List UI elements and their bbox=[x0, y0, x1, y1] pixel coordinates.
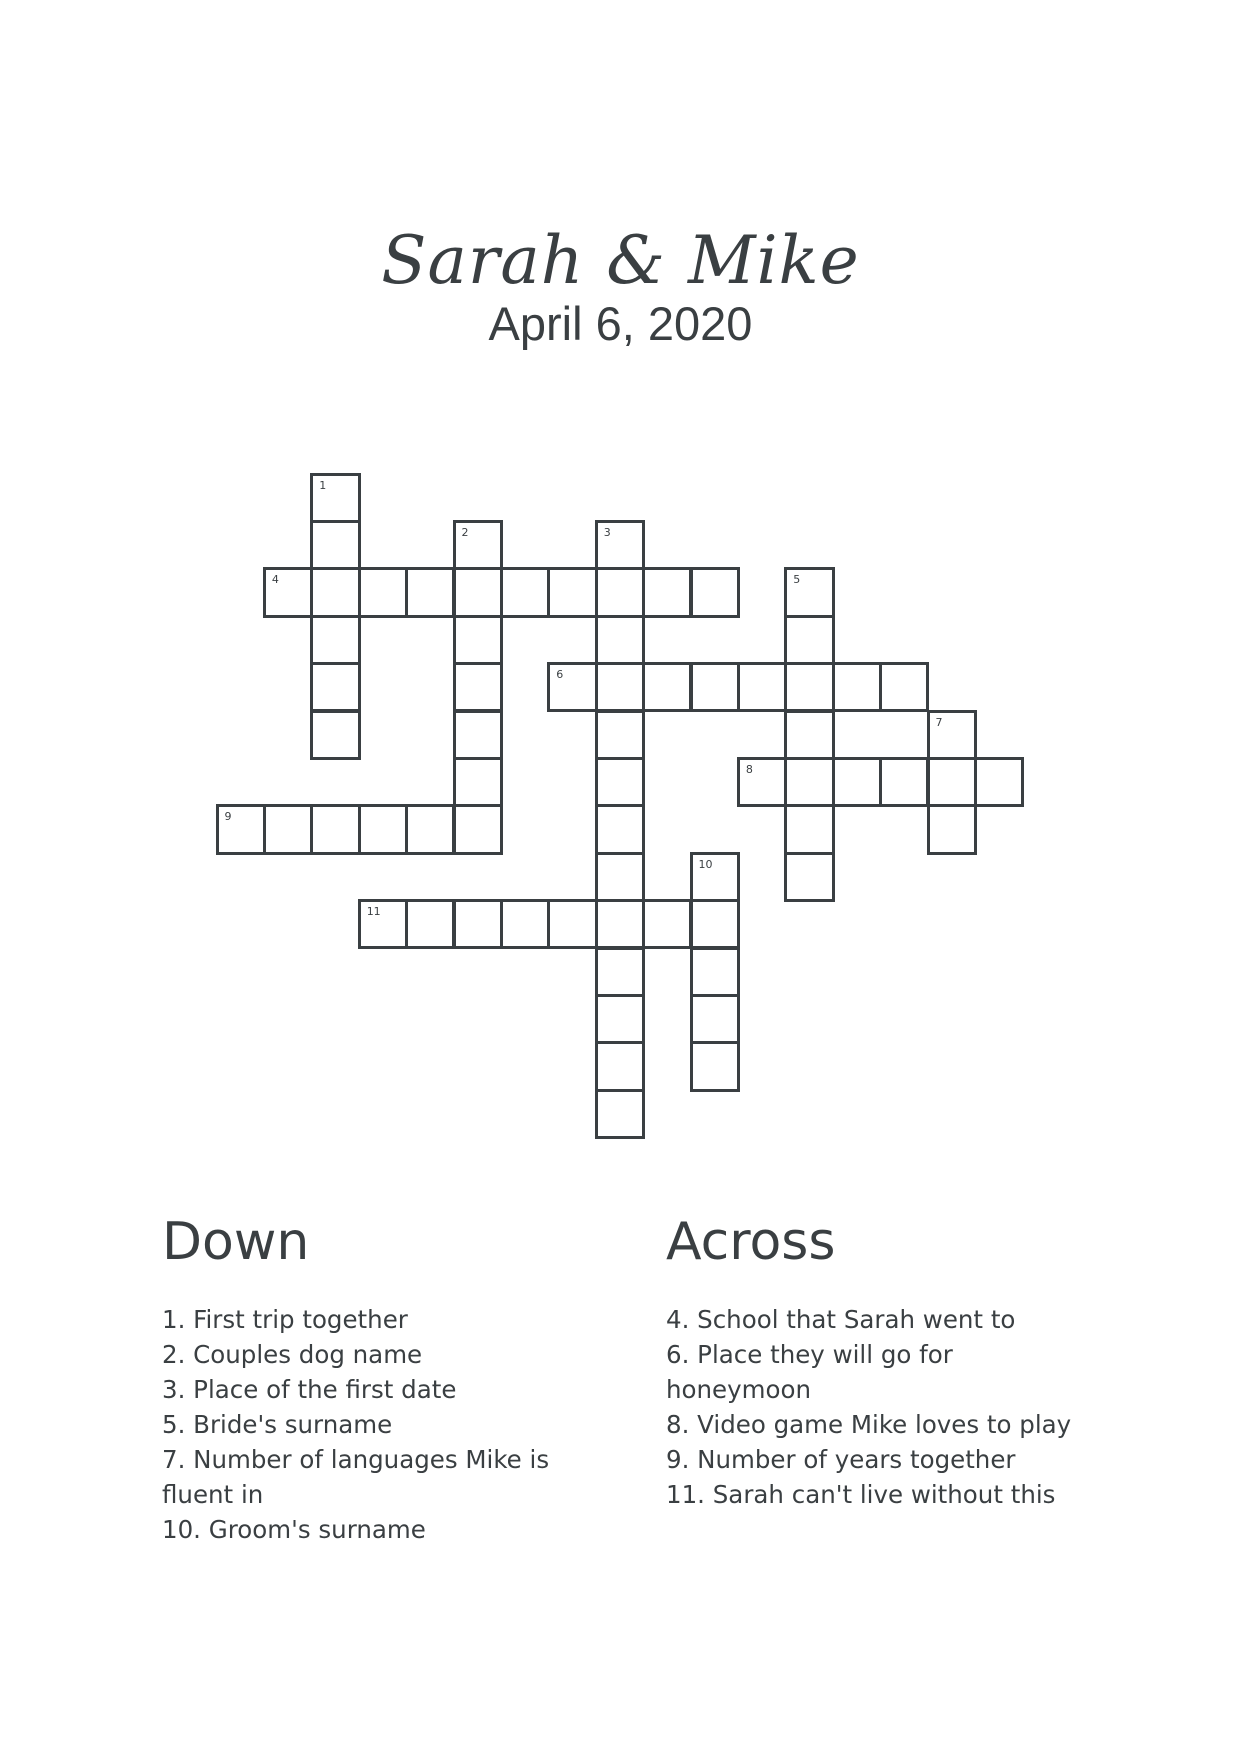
clue-number: 6 bbox=[556, 668, 564, 682]
crossword-cell[interactable] bbox=[974, 757, 1024, 807]
crossword-cell[interactable] bbox=[358, 567, 408, 617]
crossword-cell[interactable] bbox=[310, 662, 360, 712]
crossword-cell[interactable] bbox=[595, 994, 645, 1044]
crossword-cell[interactable] bbox=[263, 804, 313, 854]
crossword-cell[interactable] bbox=[453, 520, 503, 570]
crossword-cell[interactable] bbox=[547, 567, 597, 617]
down-clue-list bbox=[162, 1302, 592, 1547]
crossword-cell[interactable] bbox=[595, 1089, 645, 1139]
crossword-cell[interactable] bbox=[784, 567, 834, 617]
crossword-cell[interactable] bbox=[642, 662, 692, 712]
crossword-cell[interactable] bbox=[642, 899, 692, 949]
crossword-cell[interactable] bbox=[310, 567, 360, 617]
crossword-cell[interactable] bbox=[784, 757, 834, 807]
crossword-cell[interactable] bbox=[595, 710, 645, 760]
crossword-cell[interactable] bbox=[500, 567, 550, 617]
down-clues bbox=[162, 1210, 592, 1547]
crossword-cell[interactable] bbox=[453, 757, 503, 807]
clue-number: 1 bbox=[319, 478, 327, 492]
crossword-cell[interactable] bbox=[690, 852, 740, 902]
crossword-cell[interactable] bbox=[784, 662, 834, 712]
clue-number: 11 bbox=[366, 905, 381, 919]
crossword-cell[interactable] bbox=[595, 804, 645, 854]
clue-down-3: 3. Place of the first date bbox=[162, 1375, 457, 1404]
clue-number: 2 bbox=[461, 525, 469, 539]
crossword-cell[interactable] bbox=[310, 710, 360, 760]
crossword-cell[interactable] bbox=[595, 852, 645, 902]
crossword-cell[interactable] bbox=[595, 567, 645, 617]
crossword-cell[interactable] bbox=[927, 710, 977, 760]
clue-number: 7 bbox=[935, 715, 943, 729]
crossword-cell[interactable] bbox=[879, 662, 929, 712]
clue-number: 10 bbox=[698, 857, 713, 871]
clue-across-9: 9. Number of years together bbox=[666, 1445, 1016, 1474]
crossword-cell[interactable] bbox=[405, 899, 455, 949]
crossword-cell[interactable] bbox=[595, 947, 645, 997]
clue-down-2: 2. Couples dog name bbox=[162, 1340, 423, 1369]
crossword-cell[interactable] bbox=[832, 757, 882, 807]
across-clues bbox=[666, 1210, 1096, 1512]
crossword-cell[interactable] bbox=[595, 662, 645, 712]
crossword-cell[interactable] bbox=[453, 804, 503, 854]
crossword-cell[interactable] bbox=[595, 757, 645, 807]
clue-number: 5 bbox=[793, 573, 801, 587]
crossword-cell[interactable] bbox=[453, 615, 503, 665]
wedding-date: April 6, 2020 bbox=[488, 297, 753, 350]
crossword-cell[interactable] bbox=[927, 757, 977, 807]
down-heading: Down bbox=[162, 1212, 310, 1272]
crossword-cell[interactable] bbox=[405, 567, 455, 617]
clue-across-6: 6. Place they will go for honeymoon bbox=[666, 1340, 953, 1404]
crossword-cell[interactable] bbox=[595, 520, 645, 570]
clue-down-10: 10. Groom's surname bbox=[162, 1515, 426, 1544]
crossword-cell[interactable] bbox=[690, 1041, 740, 1091]
clue-down-1: 1. First trip together bbox=[162, 1305, 408, 1334]
clue-number: 8 bbox=[745, 762, 753, 776]
crossword-cell[interactable] bbox=[595, 615, 645, 665]
crossword-cell[interactable] bbox=[405, 804, 455, 854]
crossword-cell[interactable] bbox=[500, 899, 550, 949]
crossword-cell[interactable] bbox=[784, 615, 834, 665]
crossword-cell[interactable] bbox=[310, 804, 360, 854]
crossword-cell[interactable] bbox=[310, 473, 360, 523]
couple-names-title: Sarah & Mike bbox=[381, 222, 860, 300]
crossword-cell[interactable] bbox=[784, 852, 834, 902]
crossword-cell[interactable] bbox=[690, 662, 740, 712]
crossword-cell[interactable] bbox=[737, 757, 787, 807]
clue-across-4: 4. School that Sarah went to bbox=[666, 1305, 1016, 1334]
crossword-cell[interactable] bbox=[453, 710, 503, 760]
crossword-cell[interactable] bbox=[453, 567, 503, 617]
crossword-cell[interactable] bbox=[453, 899, 503, 949]
crossword-cell[interactable] bbox=[690, 994, 740, 1044]
clue-number: 4 bbox=[271, 573, 279, 587]
crossword-cell[interactable] bbox=[453, 662, 503, 712]
clue-across-8: 8. Video game Mike loves to play bbox=[666, 1410, 1072, 1439]
across-clue-list bbox=[666, 1302, 1096, 1512]
crossword-cell[interactable] bbox=[784, 710, 834, 760]
crossword-cell[interactable] bbox=[216, 804, 266, 854]
clue-down-5: 5. Bride's surname bbox=[162, 1410, 393, 1439]
crossword-cell[interactable] bbox=[784, 804, 834, 854]
crossword-cell[interactable] bbox=[595, 1041, 645, 1091]
crossword-cell[interactable] bbox=[547, 662, 597, 712]
crossword-cell[interactable] bbox=[263, 567, 313, 617]
crossword-cell[interactable] bbox=[690, 567, 740, 617]
crossword-cell[interactable] bbox=[690, 947, 740, 997]
crossword-cell[interactable] bbox=[879, 757, 929, 807]
crossword-cell[interactable] bbox=[358, 804, 408, 854]
crossword-cell[interactable] bbox=[310, 520, 360, 570]
crossword-cell[interactable] bbox=[595, 899, 645, 949]
clue-number: 3 bbox=[603, 525, 611, 539]
crossword-cell[interactable] bbox=[642, 567, 692, 617]
crossword-cell[interactable] bbox=[358, 899, 408, 949]
crossword-cell[interactable] bbox=[737, 662, 787, 712]
crossword-cell[interactable] bbox=[310, 615, 360, 665]
clue-number: 9 bbox=[224, 810, 232, 824]
crossword-cell[interactable] bbox=[927, 804, 977, 854]
clue-across-11: 11. Sarah can't live without this bbox=[666, 1480, 1056, 1509]
across-heading: Across bbox=[666, 1212, 836, 1272]
crossword-grid bbox=[217, 474, 1023, 1138]
crossword-cell[interactable] bbox=[832, 662, 882, 712]
crossword-cell[interactable] bbox=[547, 899, 597, 949]
clue-down-7: 7. Number of languages Mike is fluent in bbox=[162, 1445, 550, 1509]
crossword-cell[interactable] bbox=[690, 899, 740, 949]
